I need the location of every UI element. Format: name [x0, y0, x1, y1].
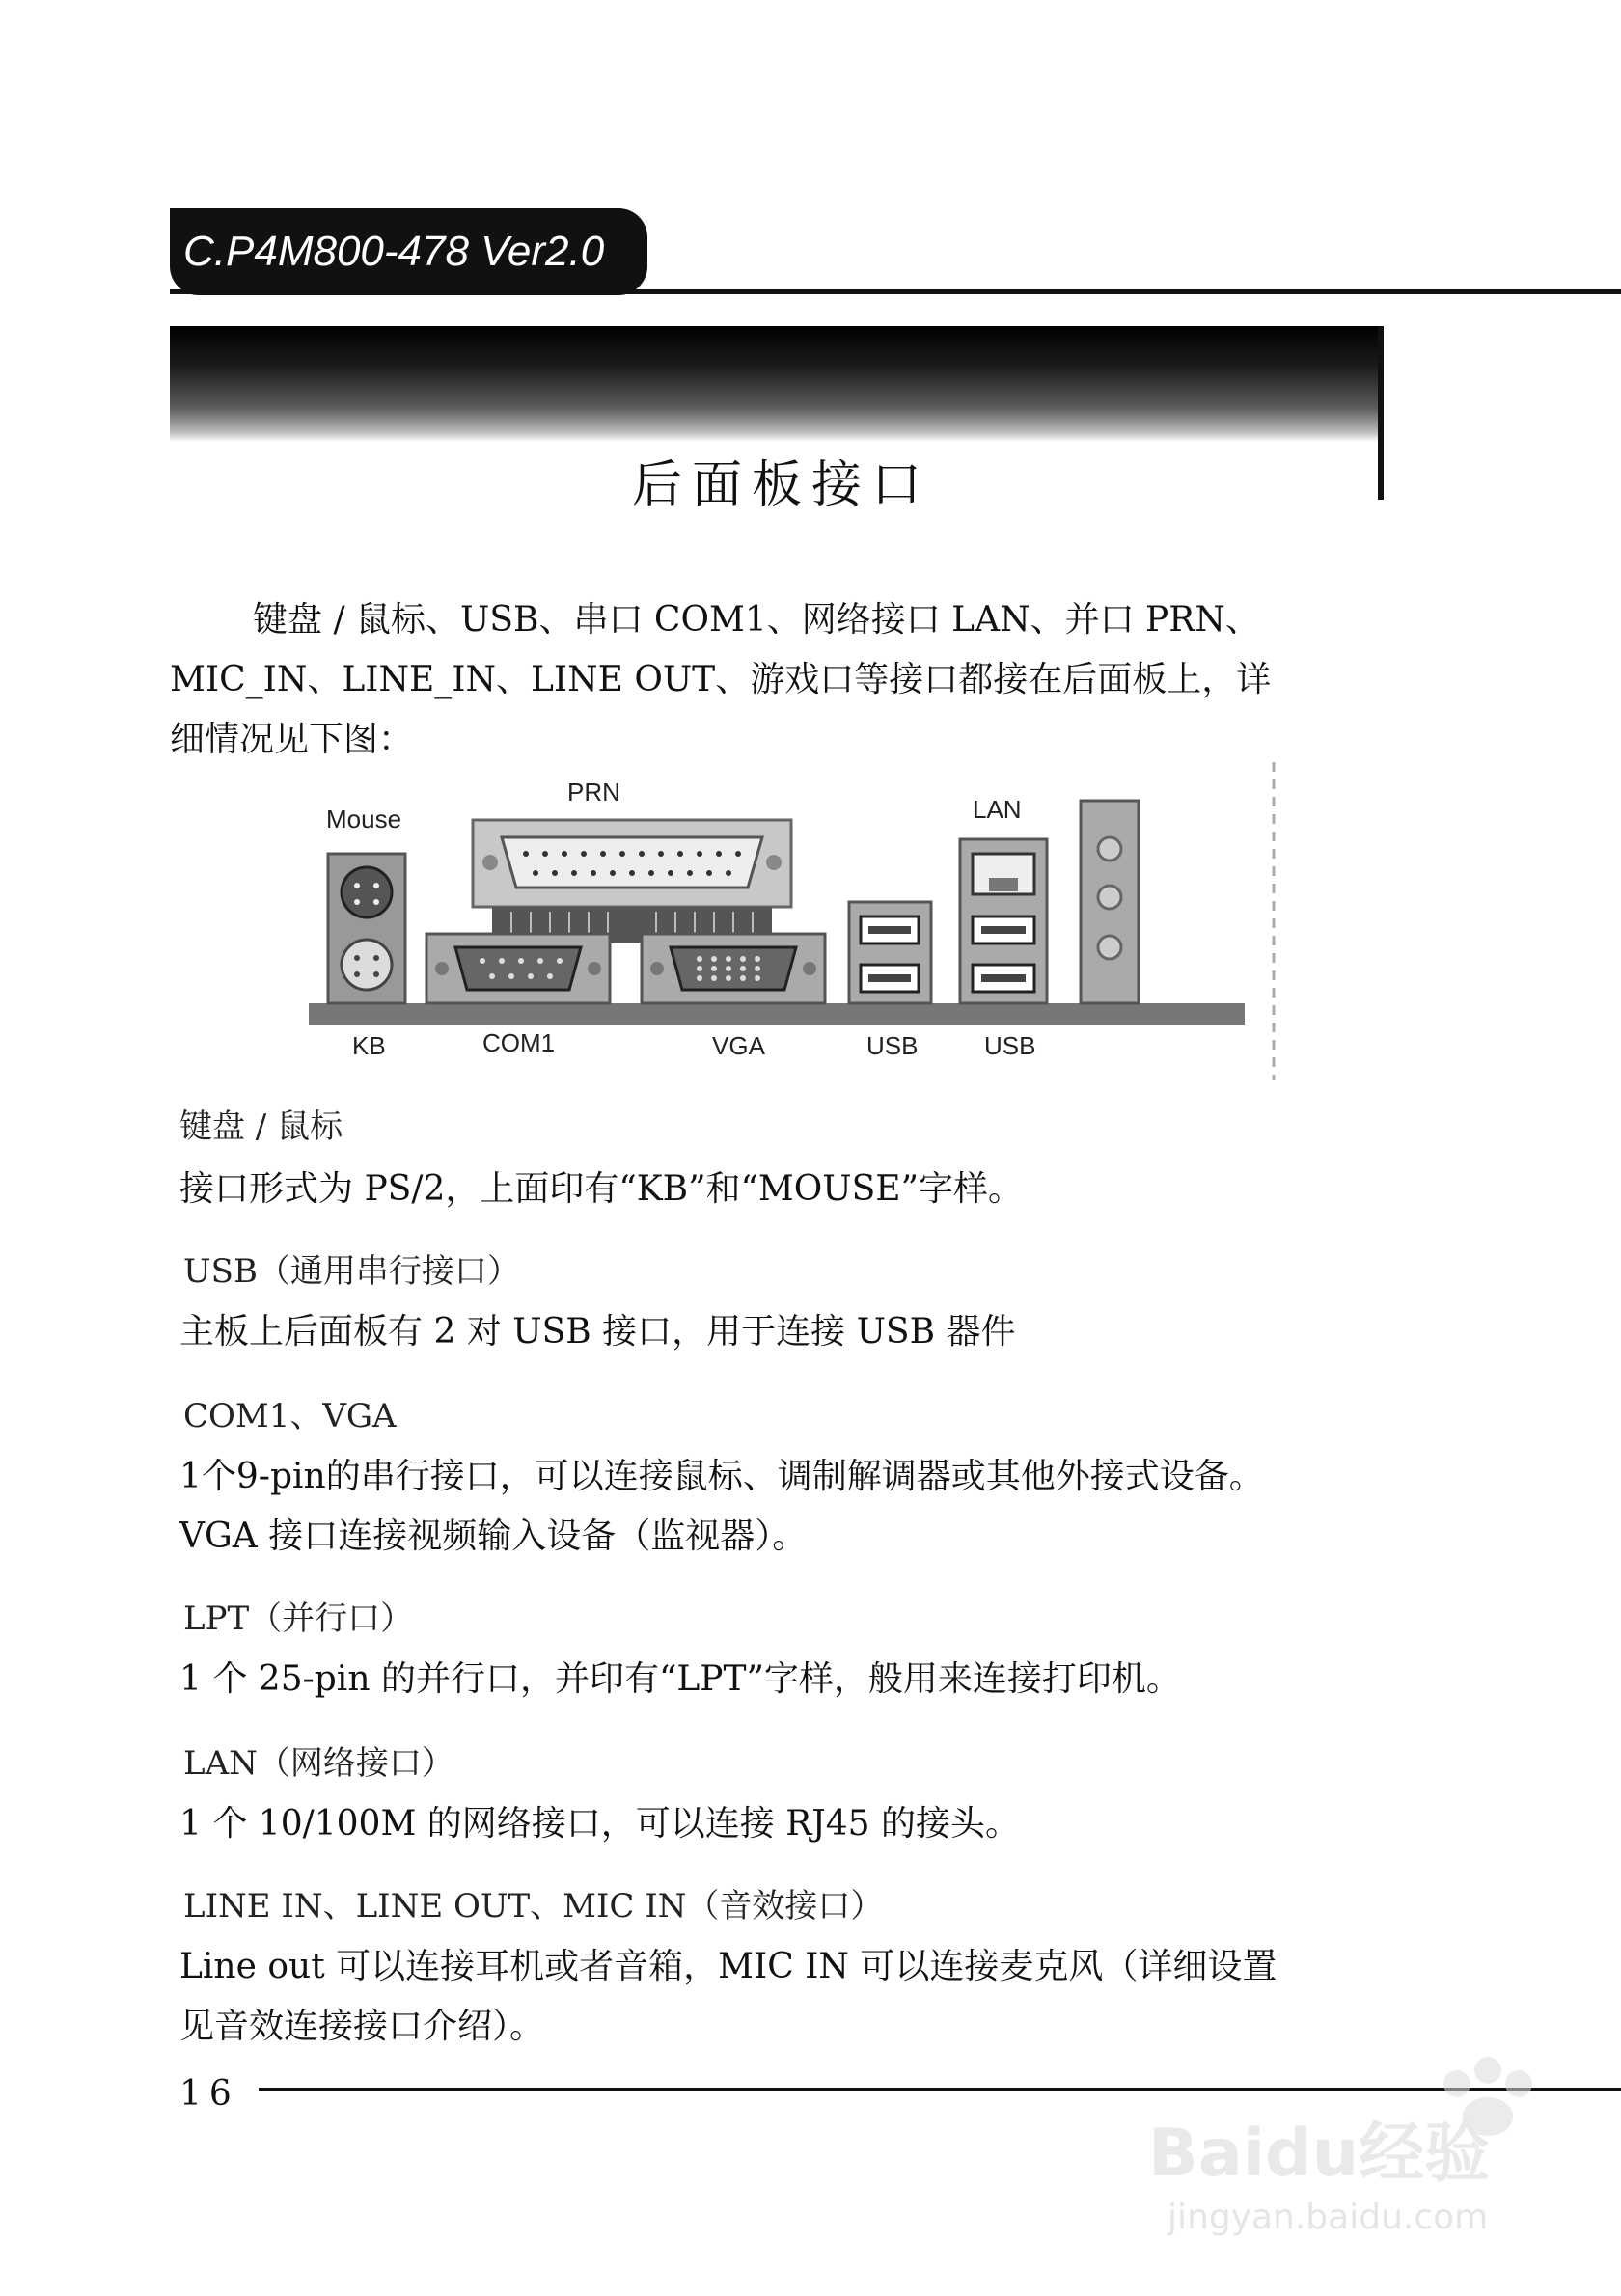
section-text-com-vga-2: VGA 接口连接视频输入设备（监视器）。: [179, 1517, 808, 1556]
page-number: 16: [179, 2074, 239, 2114]
diagram-label-usb-1: USB: [866, 1031, 919, 1060]
header-rule: [170, 289, 1621, 294]
diagram-label-mouse: Mouse: [326, 805, 402, 834]
section-text-ps2: 接口形式为 PS/2，上面印有“KB”和“MOUSE”字样。: [179, 1169, 1023, 1209]
title-band: [170, 326, 1380, 442]
prn-port: [473, 820, 791, 943]
section-label-com-vga: COM1、VGA: [183, 1397, 397, 1435]
mouse-port: [342, 867, 392, 917]
section-text-lpt: 1 个 25-pin 的并行口，并印有“LPT”字样，般用来连接打印机。: [179, 1659, 1181, 1699]
lan-usb-block: [960, 839, 1047, 1003]
intro-line-2: MIC_IN、LINE_IN、LINE OUT、游戏口等接口都接在后面板上，详: [170, 660, 1272, 699]
usb-port-pair-1: [849, 902, 931, 1003]
section-text-audio-1: Line out 可以连接耳机或者音箱，MIC IN 可以连接麦克风（详细设置: [179, 1947, 1278, 1986]
section-text-com-vga-1: 1个9-pin的串行接口，可以连接鼠标、调制解调器或其他外接式设备。: [179, 1457, 1264, 1496]
model-badge: C.P4M800-478 Ver2.0: [170, 208, 647, 295]
diagram-label-kb: KB: [352, 1031, 386, 1060]
title-band-edge: [1378, 326, 1384, 500]
section-label-audio: LINE IN、LINE OUT、MIC IN（音效接口）: [183, 1887, 884, 1926]
diagram-label-com1: COM1: [482, 1028, 556, 1057]
section-label-ps2: 键盘 / 鼠标: [179, 1107, 343, 1146]
baidu-watermark: [1139, 2036, 1563, 2248]
watermark-brand: Baidu经验: [1148, 2116, 1491, 2192]
rear-panel-diagram: [309, 762, 1303, 1080]
intro-line-3: 细情况见下图：: [170, 720, 414, 759]
watermark-url: jingyan.baidu.com: [1168, 2198, 1489, 2237]
diagram-label-prn: PRN: [567, 778, 620, 806]
panel-base: [309, 1003, 1245, 1025]
audio-jack-block: [1081, 801, 1139, 1003]
section-text-lan: 1 个 10/100M 的网络接口，可以连接 RJ45 的接头。: [179, 1804, 1020, 1844]
ps2-port-block: [328, 854, 405, 1003]
vga-port: [642, 934, 825, 1003]
diagram-label-usb-2: USB: [984, 1031, 1036, 1060]
section-label-lan: LAN（网络接口）: [183, 1744, 454, 1783]
section-text-usb: 主板上后面板有 2 对 USB 接口，用于连接 USB 器件: [179, 1312, 1016, 1352]
com1-port: [426, 934, 610, 1003]
section-title: 后面板接口: [631, 456, 931, 514]
diagram-label-vga: VGA: [712, 1031, 765, 1060]
section-label-usb: USB（通用串行接口）: [183, 1252, 520, 1291]
diagram-label-lan: LAN: [973, 795, 1022, 824]
section-text-audio-2: 见音效连接接口介绍）。: [179, 2007, 545, 2046]
section-label-lpt: LPT（并行口）: [183, 1599, 414, 1638]
intro-line-1: 键盘 / 鼠标、USB、串口 COM1、网络接口 LAN、并口 PRN、: [253, 600, 1260, 640]
kb-port: [342, 940, 392, 990]
